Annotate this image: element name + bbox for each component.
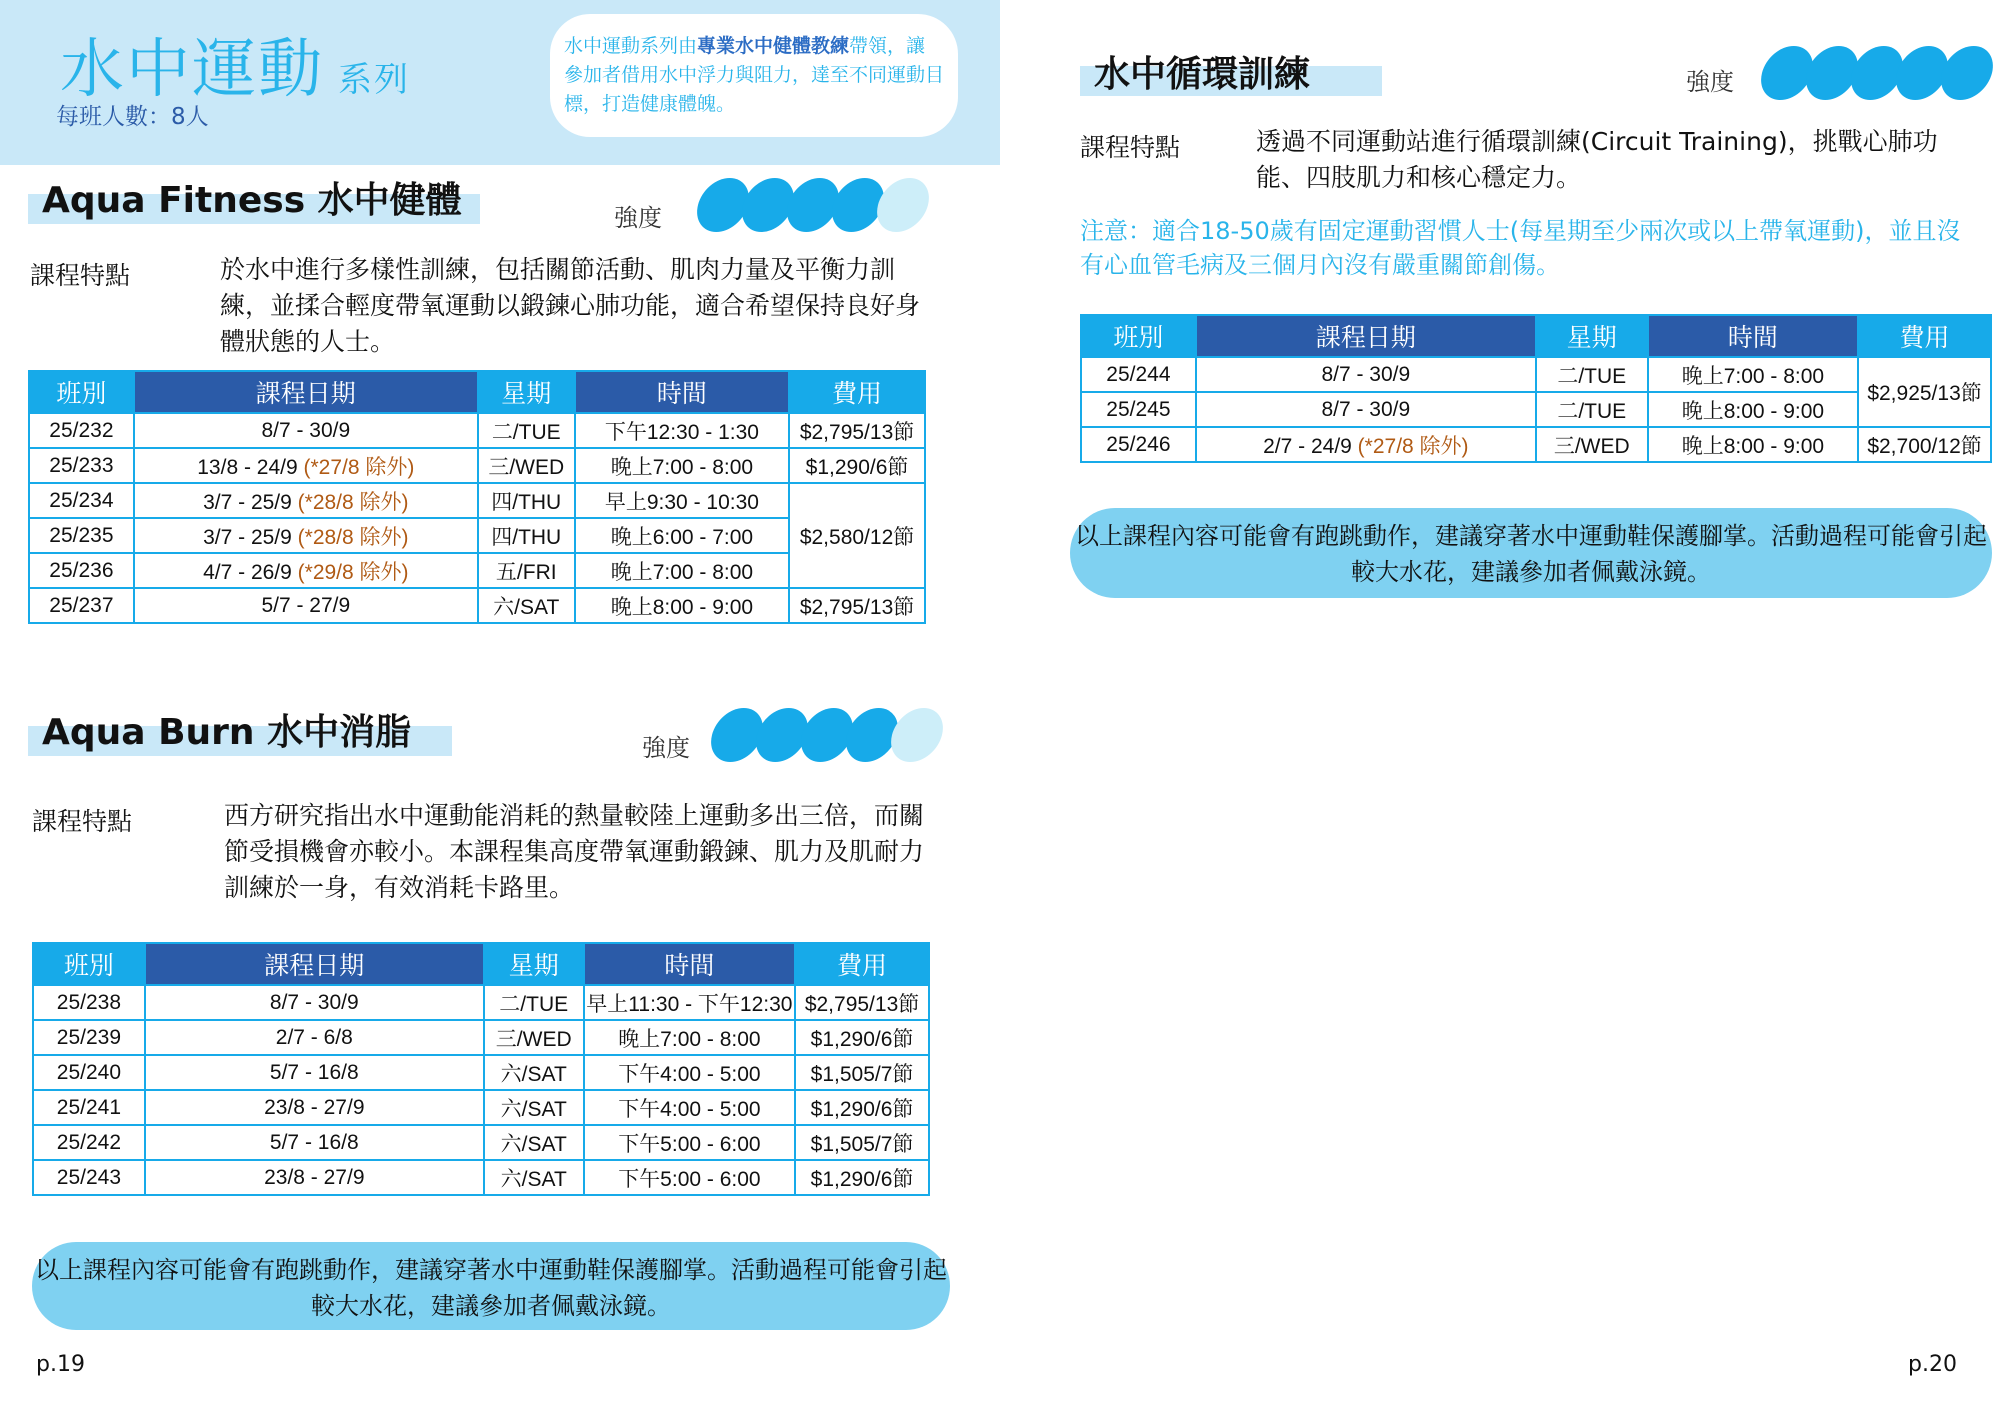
burn-title: Aqua Burn 水中消脂 (42, 712, 412, 753)
table-row: 25/239 2/7 - 6/8 三/WED 晚上7:00 - 8:00 $1,290/6節 (33, 1020, 929, 1055)
series-suffix: 系列 (338, 60, 410, 100)
fitness-title: Aqua Fitness 水中健體 (42, 180, 462, 221)
col-fee: 費用 (795, 943, 929, 985)
col-date: 課程日期 (1196, 315, 1536, 357)
col-code: 班別 (33, 943, 145, 985)
series-intro: 水中運動系列由專業水中健體教練帶領，讓參加者借用水中浮力與阻力，達至不同運動目標，打造健康體魄。 (550, 14, 958, 137)
table-row: 25/244 8/7 - 30/9 二/TUE 晚上7:00 - 8:00 $2,925/13節 (1081, 357, 1991, 392)
fitness-schedule-table (28, 370, 926, 624)
burn-schedule-table (32, 942, 930, 1196)
col-date: 課程日期 (145, 943, 484, 985)
table-row: 25/240 5/7 - 16/8 六/SAT 下午4:00 - 5:00 $1,505/7節 (33, 1055, 929, 1090)
table-row: 25/232 8/7 - 30/9 二/TUE 下午12:30 - 1:30 $2,795/13節 (29, 413, 925, 448)
circuit-intensity-label: 強度 (1686, 68, 1734, 96)
fitness-feature-text: 於水中進行多樣性訓練，包括關節活動、肌肉力量及平衡力訓練，並揉合輕度帶氧運動以鍛鍊心肺功能，適合希望保持良好身體狀態的人士。 (220, 255, 921, 356)
circuit-intensity-rating (1762, 46, 1987, 100)
circuit-note: 注意：適合18-50歲有固定運動習慣人士(每星期至少兩次或以上帶氧運動)，並且沒有心血管毛病及三個月內沒有嚴重關節創傷。 (1080, 217, 1961, 279)
burn-feature-text: 西方研究指出水中運動能消耗的熱量較陸上運動多出三倍，而關節受損機會亦較小。本課程集高度帶氧運動鍛鍊、肌力及肌耐力訓練於一身，有效消耗卡路里。 (224, 801, 925, 902)
table-row: 25/238 8/7 - 30/9 二/TUE 早上11:30 - 下午12:30 $2,795/13節 (33, 985, 929, 1020)
col-day: 星期 (1536, 315, 1648, 357)
page-number-right: p.20 (1908, 1352, 1957, 1377)
table-row: 25/234 3/7 - 25/9 (*28/8 除外) 四/THU 早上9:30 - 10:30 $2,580/12節 (29, 483, 925, 518)
table-row: 25/243 23/8 - 27/9 六/SAT 下午5:00 - 6:00 $1,290/6節 (33, 1160, 929, 1195)
burn-remark: 以上課程內容可能會有跑跳動作，建議穿著水中運動鞋保護腳掌。活動過程可能會引起較大水花，建議參加者佩戴泳鏡。 (32, 1242, 950, 1330)
table-row: 25/242 5/7 - 16/8 六/SAT 下午5:00 - 6:00 $1,505/7節 (33, 1125, 929, 1160)
col-code: 班別 (29, 371, 134, 413)
circuit-schedule-table (1080, 314, 1992, 463)
table-row: 25/235 3/7 - 25/9 (*28/8 除外) 四/THU 晚上6:00 - 7:00 (29, 518, 925, 553)
table-row: 25/237 5/7 - 27/9 六/SAT 晚上8:00 - 9:00 $2,795/13節 (29, 588, 925, 623)
circuit-feature-label: 課程特點 (1080, 133, 1181, 162)
fitness-intensity-rating (698, 178, 923, 232)
col-time: 時間 (1648, 315, 1858, 357)
col-date: 課程日期 (134, 371, 478, 413)
col-code: 班別 (1081, 315, 1196, 357)
burn-intensity-rating (712, 708, 937, 762)
table-row: 25/246 2/7 - 24/9 (*27/8 除外) 三/WED 晚上8:00 - 9:00 $2,700/12節 (1081, 427, 1991, 462)
fitness-intensity-label: 強度 (614, 204, 662, 232)
col-fee: 費用 (1858, 315, 1991, 357)
circuit-title: 水中循環訓練 (1094, 54, 1311, 95)
class-size: 每班人數：8人 (56, 104, 209, 130)
circuit-feature-text: 透過不同運動站進行循環訓練(Circuit Training)，挑戰心肺功能、四肢肌力和核心穩定力。 (1256, 127, 1938, 192)
circuit-remark: 以上課程內容可能會有跑跳動作，建議穿著水中運動鞋保護腳掌。活動過程可能會引起較大水花，建議參加者佩戴泳鏡。 (1070, 508, 1992, 598)
col-fee: 費用 (789, 371, 925, 413)
series-title: 水中運動 系列 (60, 33, 410, 107)
col-day: 星期 (484, 943, 584, 985)
fitness-feature-label: 課程特點 (30, 261, 131, 290)
table-row: 25/236 4/7 - 26/9 (*29/8 除外) 五/FRI 晚上7:00 - 8:00 (29, 553, 925, 588)
col-day: 星期 (478, 371, 575, 413)
burn-intensity-label: 強度 (642, 734, 690, 762)
col-time: 時間 (575, 371, 789, 413)
col-time: 時間 (584, 943, 795, 985)
burn-feature-label: 課程特點 (32, 807, 133, 836)
table-row: 25/241 23/8 - 27/9 六/SAT 下午4:00 - 5:00 $1,290/6節 (33, 1090, 929, 1125)
table-row: 25/233 13/8 - 24/9 (*27/8 除外) 三/WED 晚上7:00 - 8:00 $1,290/6節 (29, 448, 925, 483)
table-row: 25/245 8/7 - 30/9 二/TUE 晚上8:00 - 9:00 (1081, 392, 1991, 427)
page-number-left: p.19 (36, 1352, 85, 1377)
